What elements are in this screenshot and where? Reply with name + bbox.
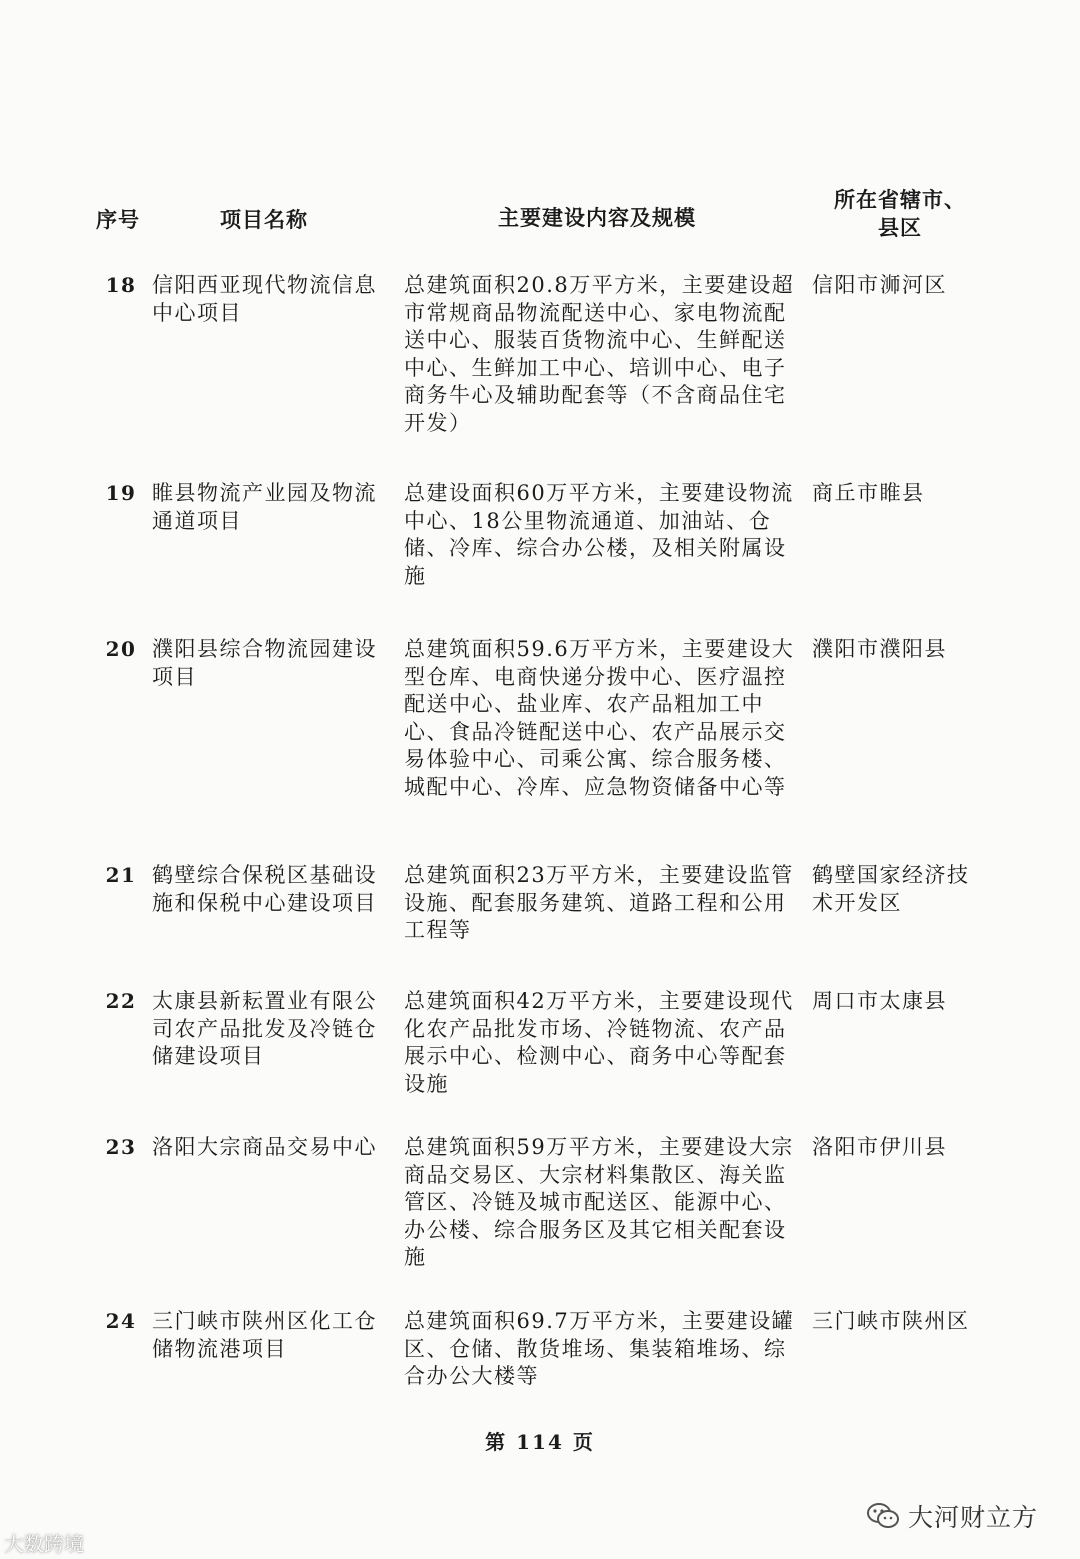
row-number: 19: [105, 481, 137, 505]
project-name: 信阳西亚现代物流信息中心项目: [152, 273, 377, 325]
project-name: 洛阳大宗商品交易中心: [152, 1135, 377, 1159]
watermark-right: [866, 1498, 1038, 1534]
construction-content: 总建筑面积23万平方米，主要建设监管设施、配套服务建筑、道路工程和公用工程等: [404, 863, 794, 942]
header-no: 序号: [96, 207, 140, 232]
project-name: 太康县新耘置业有限公司农产品批发及冷链仓储建设项目: [152, 989, 377, 1068]
row-number: 18: [105, 273, 137, 297]
page-number: 第 114 页: [485, 1430, 595, 1454]
watermark-left: 大数跨境: [4, 1532, 84, 1556]
construction-content: 总建筑面积42万平方米，主要建设现代化农产品批发市场、冷链物流、农产品展示中心、检测中心、商务中心等配套设施: [404, 989, 794, 1096]
project-location: 商丘市睢县: [812, 481, 925, 505]
row-number: 20: [105, 637, 137, 661]
construction-content: 总建筑面积59万平方米，主要建设大宗商品交易区、大宗材料集散区、海关监管区、冷链及城市配送区、能源中心、办公楼、综合服务区及其它相关配套设施: [404, 1135, 794, 1269]
project-name: 睢县物流产业园及物流通道项目: [152, 481, 377, 533]
header-project-name: 项目名称: [220, 207, 308, 232]
construction-content: 总建设面积60万平方米，主要建设物流中心、18公里物流通道、加油站、仓储、冷库、综合办公楼，及相关附属设施: [404, 481, 794, 588]
project-location: 三门峡市陕州区: [812, 1309, 970, 1333]
project-name: 三门峡市陕州区化工仓储物流港项目: [152, 1309, 377, 1361]
project-location: 洛阳市伊川县: [812, 1135, 947, 1159]
header-location: 所在省辖市、县区: [834, 187, 966, 240]
row-number: 22: [105, 989, 137, 1013]
construction-content: 总建筑面积69.7万平方米，主要建设罐区、仓储、散货堆场、集装箱堆场、综合办公大楼等: [404, 1309, 795, 1388]
project-location: 濮阳市濮阳县: [812, 637, 947, 661]
wechat-icon: [866, 1502, 900, 1530]
watermark-right-text: 大河财立方: [908, 1503, 1039, 1532]
project-name: 鹤壁综合保税区基础设施和保税中心建设项目: [152, 863, 377, 915]
row-number: 24: [105, 1309, 137, 1333]
construction-content: 总建筑面积59.6万平方米，主要建设大型仓库、电商快递分拨中心、医疗温控配送中心、盐业库、农产品粗加工中心、食品冷链配送中心、农产品展示交易体验中心、司乘公寓、综合服务楼、城配中心、冷库、应急物资储备中心等: [404, 637, 795, 799]
project-location: 鹤壁国家经济技术开发区: [812, 863, 970, 915]
row-number: 23: [105, 1135, 137, 1159]
project-location: 信阳市浉河区: [812, 273, 947, 297]
project-name: 濮阳县综合物流园建设项目: [152, 637, 377, 689]
project-location: 周口市太康县: [812, 989, 947, 1013]
header-construction-content: 主要建设内容及规模: [498, 205, 696, 230]
construction-content: 总建筑面积20.8万平方米，主要建设超市常规商品物流配送中心、家电物流配送中心、服装百货物流中心、生鲜配送中心、生鲜加工中心、培训中心、电子商务牛心及辅助配套等（不含商品住宅开发）: [404, 273, 795, 435]
row-number: 21: [105, 863, 137, 887]
